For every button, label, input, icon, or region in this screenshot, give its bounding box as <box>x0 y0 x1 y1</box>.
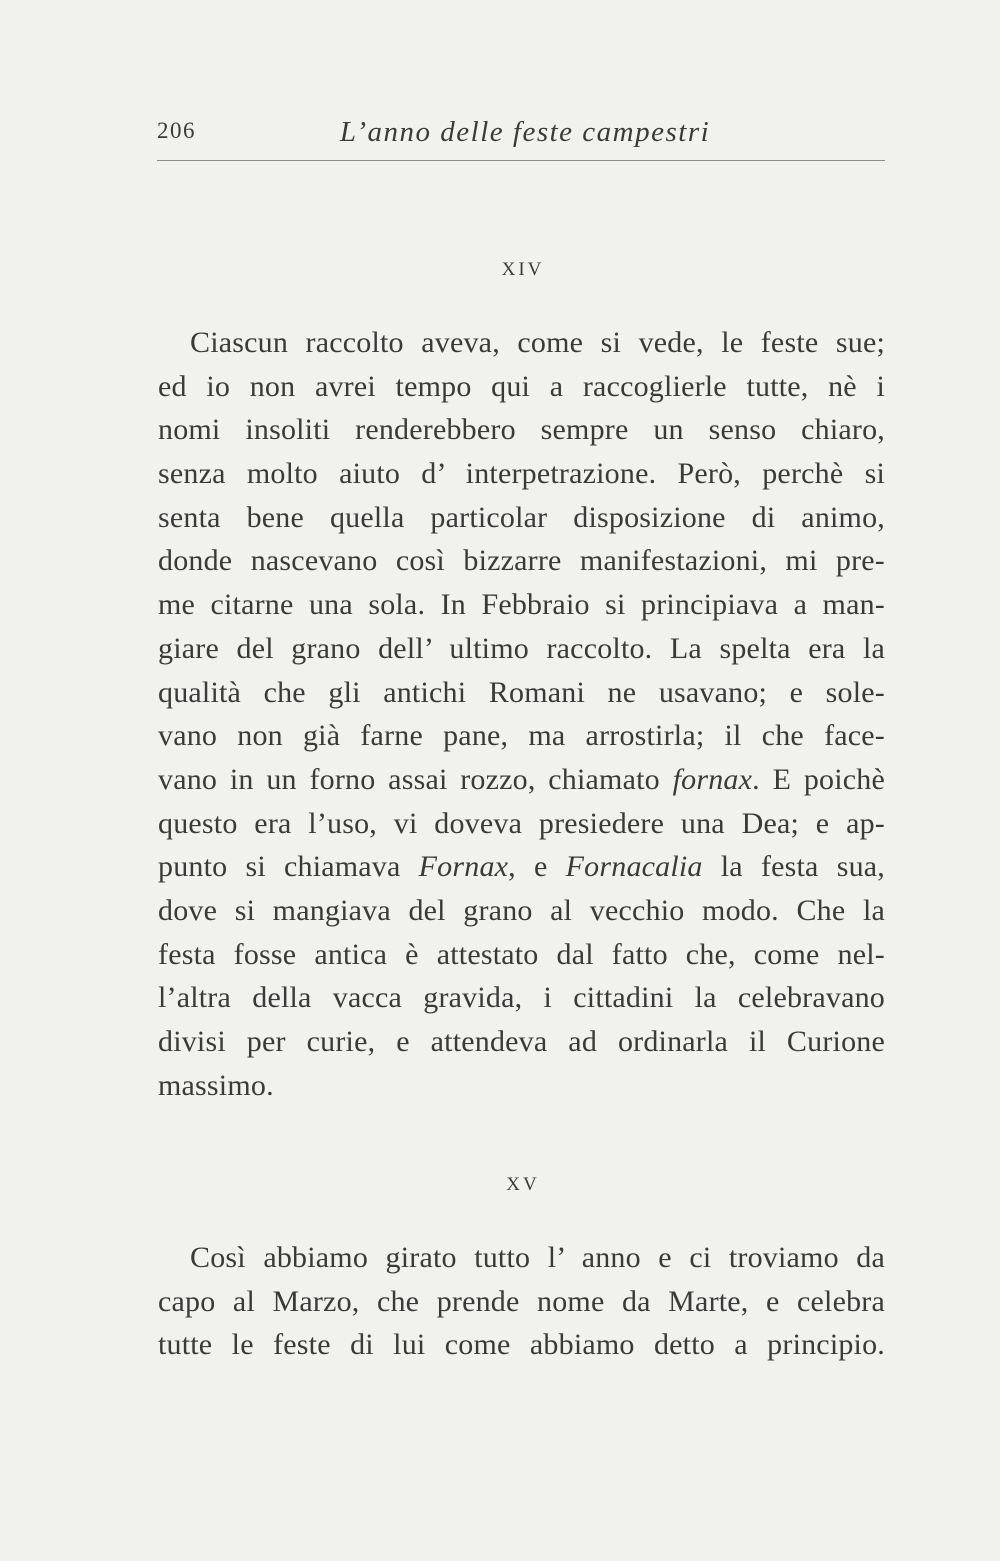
text-line: divisi per curie, e attendeva ad ordinarla il Curione <box>158 1025 885 1058</box>
italic-term: fornax <box>672 762 753 796</box>
text-line: l’altra della vacca gravida, i cittadini la celebravano <box>158 981 885 1015</box>
text-run: vano in un forno assai rozzo, chiamato <box>158 762 673 796</box>
text-line: capo al Marzo, che prende nome da Marte, e celebra <box>158 1284 885 1318</box>
text-line: questo era l’uso, vi doveva presiedere una Dea; e ap- <box>158 806 885 840</box>
text-line: festa fosse antica è attestato dal fatto che, come nel- <box>158 937 885 971</box>
section-numeral: XV <box>506 1174 540 1195</box>
text-line: giare del grano dell’ ultimo raccolto. La spelta era la <box>158 631 885 665</box>
text-line <box>158 758 885 802</box>
text-line: senza molto aiuto d’ interpetrazione. Però, perchè si <box>158 457 885 491</box>
text-line: vano non già farne pane, ma arrostirla; il che face- <box>158 719 885 753</box>
text-line: donde nascevano così bizzarre manifestazioni, mi pre- <box>158 544 885 578</box>
text-line <box>158 845 885 889</box>
text-run: , e <box>508 850 566 884</box>
text-line: Così abbiamo girato tutto l’ anno e ci troviamo da <box>190 1241 885 1274</box>
text-line: dove si mangiava del grano al vecchio modo. Che la <box>158 893 885 927</box>
paragraph <box>158 321 885 1107</box>
running-title: L’anno delle feste campestri <box>339 116 711 148</box>
text-line: nomi insoliti renderebbero sempre un senso chiaro, <box>158 413 885 447</box>
italic-term: Fornacalia <box>565 850 703 884</box>
text-run: punto si chiamava <box>158 850 419 884</box>
section-numeral: XIV <box>501 259 545 280</box>
text-line: me citarne una sola. In Febbraio si principiava a man- <box>158 588 885 622</box>
text-line: qualità che gli antichi Romani ne usavano; e sole- <box>158 675 885 709</box>
text-line: Ciascun raccolto aveva, come si vede, le feste sue; <box>190 326 885 359</box>
italic-term: Fornax <box>418 850 509 884</box>
text-run: la festa sua, <box>702 850 885 884</box>
paragraph <box>158 1236 885 1367</box>
text-line: tutte le feste di lui come abbiamo detto a principio. <box>158 1328 885 1362</box>
text-line: senta bene quella particolar disposizione di animo, <box>158 500 885 534</box>
header-rule <box>157 160 885 161</box>
text-line: ed io non avrei tempo qui a raccoglierle tutte, nè i <box>158 369 885 403</box>
text-run: . E poichè <box>752 762 885 796</box>
running-head <box>157 110 885 154</box>
text-line: massimo. <box>158 1068 274 1102</box>
page-number: 206 <box>157 118 196 143</box>
